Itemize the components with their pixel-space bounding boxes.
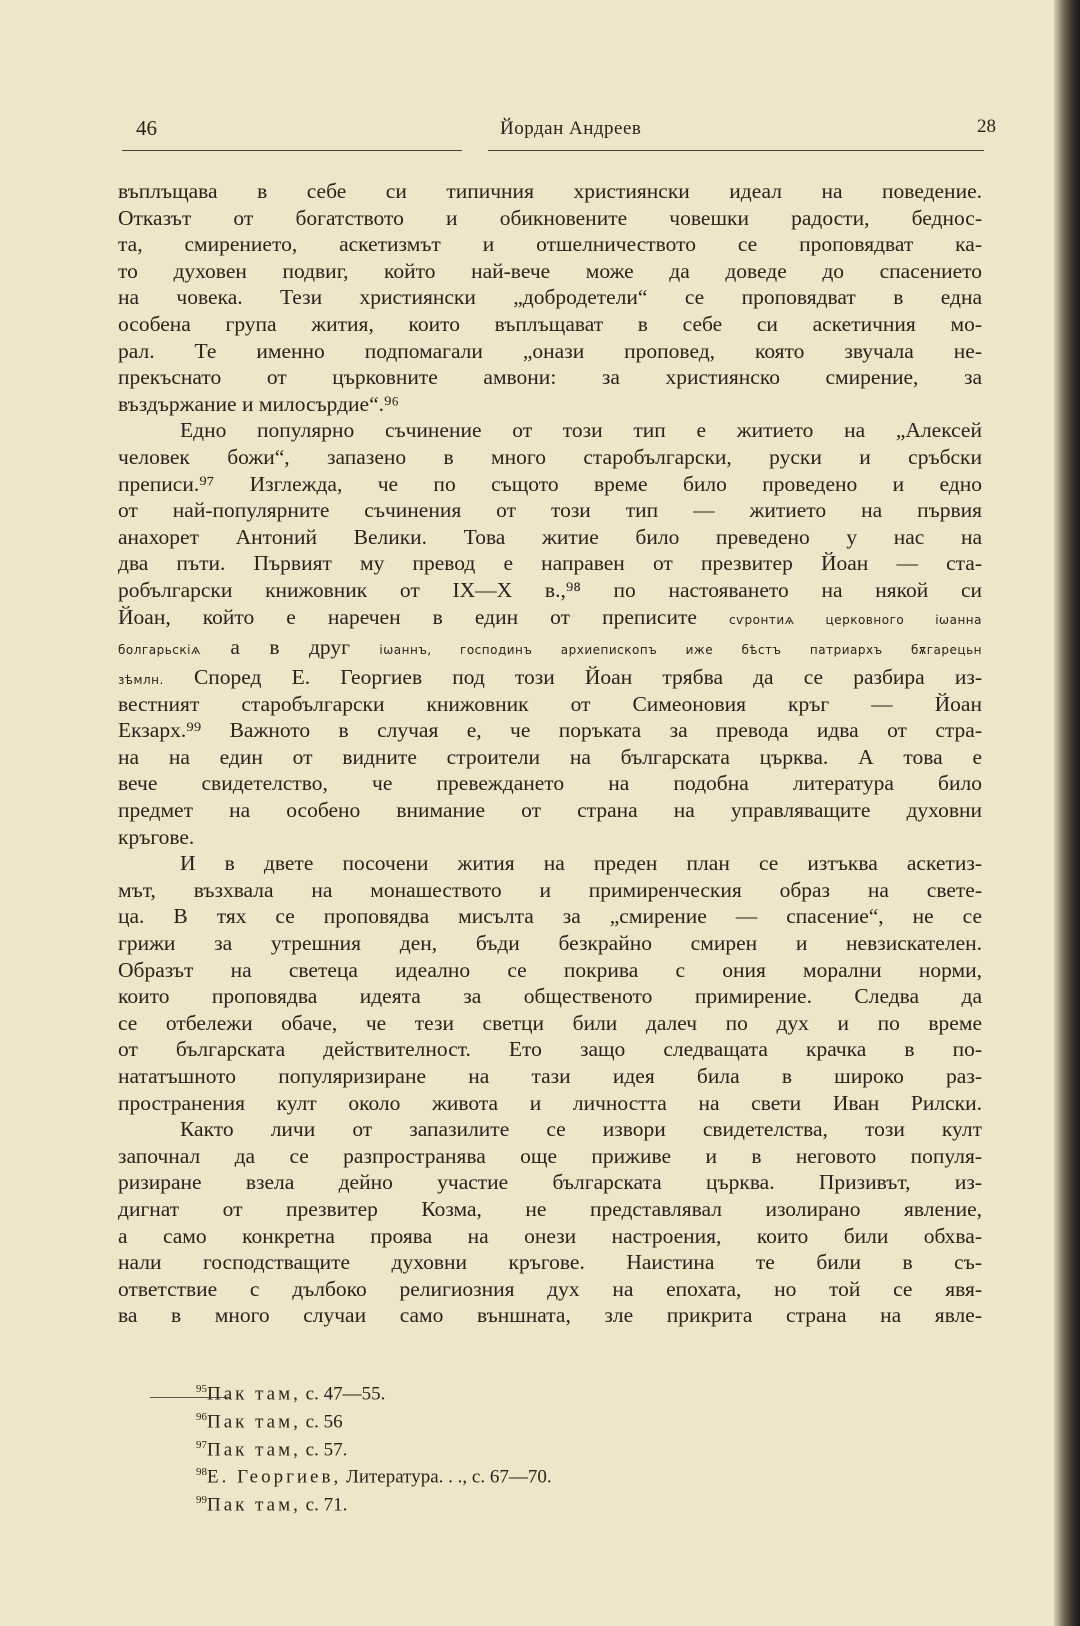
line-text: от българската действителност. Ето защо следващата крачка в по- — [118, 1037, 982, 1062]
text-line — [118, 630, 982, 664]
text-line — [118, 364, 982, 391]
line-text: грижи за утрешния ден, бъди безкрайно смирен и невзискателен. — [118, 931, 982, 956]
line-text: на на един от видните строители на българската църква. А това е — [118, 744, 982, 769]
page-header — [136, 116, 996, 144]
text-line — [118, 664, 982, 691]
text-line — [118, 178, 982, 205]
footnote-number: 95 — [196, 1383, 207, 1395]
text-line — [118, 1223, 982, 1250]
text-line — [118, 1143, 982, 1170]
text-line — [118, 1169, 982, 1196]
text-line — [118, 797, 982, 824]
footnote-text: с. 47—55. — [305, 1383, 386, 1405]
line-text: започнал да се разпространява още приживе и в неговото популя- — [118, 1143, 982, 1168]
line-text: человек божи“, запазено в много старобългарски, руски и сръбски — [118, 444, 982, 469]
text-line — [118, 231, 982, 258]
text-line — [118, 444, 982, 471]
line-text: въплъщава в себе си типичния християнски идеал на поведение. — [118, 179, 982, 203]
line-text: та, смирението, аскетизмът и отшелничеството се проповядват ка- — [118, 232, 982, 257]
line-text: вече свидетелство, че превеждането на подобна литература било — [118, 771, 982, 796]
line-text: които проповядва идеята за общественото примирение. Следва да — [118, 984, 982, 1009]
footnote-number: 99 — [196, 1494, 207, 1507]
text-line — [118, 1116, 982, 1143]
text-line — [118, 604, 982, 631]
text-line — [118, 577, 982, 604]
text-line — [118, 717, 982, 744]
line-text: анахорет Антоний Велики. Това житие било преведено у нас на — [118, 524, 982, 549]
footnote — [196, 1489, 552, 1517]
text-line — [118, 1196, 982, 1223]
footnote-number: 97 — [196, 1438, 207, 1451]
page-number: 46 — [136, 116, 157, 140]
text-line — [118, 205, 982, 232]
line-text: два пъти. Първият му превод е направен от презвитер Йоан — ста- — [118, 551, 982, 576]
footnote — [196, 1378, 552, 1406]
line-text: нататъшното популяризиране на тази идея била в широко раз- — [118, 1064, 982, 1088]
line-text: се отбележи обаче, че тези светци били далеч по дух и по време — [118, 1010, 982, 1035]
line-text: Йоан, който е наречен в един от преписите — [118, 604, 697, 629]
text-line — [118, 417, 982, 444]
line-text: ва в много случаи само външната, зле прикрита страна на явле- — [118, 1303, 982, 1328]
text-line — [118, 1090, 982, 1117]
footnotes — [196, 1378, 552, 1517]
footnote-number: 98 — [196, 1466, 207, 1479]
text-line — [118, 957, 982, 984]
line-text: Отказът от богатството и обикновените човешки радости, беднос- — [118, 205, 982, 230]
line-text: пространения култ около живота и личността на свети Иван Рилски. — [118, 1090, 982, 1115]
line-text: а само конкретна проява на онези настроения, които били обхва- — [118, 1223, 982, 1248]
footnote-text: с. 57. — [305, 1438, 348, 1460]
footnote — [196, 1434, 552, 1462]
line-text: Както личи от запазилите се извори свидетелства, този култ — [180, 1117, 982, 1142]
text-line — [118, 550, 982, 577]
old-slavonic-quote: сѵронтиѧ церковного іѡанна — [728, 612, 983, 627]
line-text: Според Е. Георгиев под този Йоан трябва да се разбира из- — [193, 665, 983, 690]
text-line — [118, 770, 982, 797]
footnote-ref: Пак там, — [207, 1438, 301, 1460]
line-text: Образът на светеца идеално се покрива с ония морални норми, — [118, 957, 982, 982]
text-line — [118, 983, 982, 1010]
line-text: дигнат от презвитер Козма, не представлявал изолирано явление, — [118, 1196, 982, 1221]
text-line — [118, 1249, 982, 1276]
old-slavonic-quote: іѡаннъ, господинъ архиепископъ иже бѣстъ патриархъ бѫгарецьн — [379, 643, 982, 658]
old-slavonic-quote: зѣмлн. — [118, 673, 164, 688]
line-text: И в двете посочени жития на преден план се изтъква аскетиз- — [180, 851, 982, 876]
text-line — [118, 338, 982, 365]
footnote — [196, 1406, 552, 1434]
footnote-text: с. 56 — [305, 1411, 343, 1433]
line-text: робългарски книжовник от IX—X в.,⁹⁸ по настояването на някой си — [118, 577, 982, 602]
text-line — [118, 877, 982, 904]
line-text: Едно популярно съчинение от този тип е житието на „Алексей — [180, 418, 982, 443]
text-line — [118, 824, 982, 851]
footnote-text: с. 71. — [305, 1494, 348, 1516]
text-line — [118, 1276, 982, 1303]
line-text: преписи.⁹⁷ Изглежда, че по същото време било проведено и едно — [118, 471, 982, 496]
line-text: то духовен подвиг, който най-вече може да доведе до спасението — [118, 258, 982, 283]
line-text: ца. В тях се проповядва мисълта за „смирение — спасение“, не се — [118, 904, 982, 929]
text-line — [118, 850, 982, 877]
footnote — [196, 1461, 552, 1489]
line-text: въздържание и милосърдие“.⁹⁶ — [118, 391, 400, 416]
footnote-ref: Пак там, — [207, 1494, 301, 1516]
old-slavonic-quote: болгарьскіѧ — [118, 643, 201, 658]
line-text: предмет на особено внимание от страна на управляващите духовни — [118, 798, 982, 823]
line-text: мът, възхвала на монашеството и примиренческия образ на свете- — [118, 877, 982, 902]
text-line — [118, 903, 982, 930]
text-line — [118, 497, 982, 524]
footnote-text: Литература. . ., с. 67—70. — [345, 1466, 552, 1488]
text-line — [118, 524, 982, 551]
text-line — [118, 1010, 982, 1037]
line-text: кръгове. — [118, 824, 195, 849]
footnote-number: 96 — [196, 1410, 207, 1423]
line-text: ответствие с дълбоко религиозния дух на епохата, но той се явя- — [118, 1276, 982, 1301]
line-text: на човека. Тези християнски „добродетели“ се проповядват в една — [118, 285, 982, 310]
footnote-ref: Пак там, — [207, 1411, 301, 1433]
book-spine-edge — [1054, 0, 1080, 1626]
text-line — [118, 1036, 982, 1063]
running-title: Йордан Андреев — [500, 118, 642, 139]
line-text: Екзарх.⁹⁹ Важното в случая е, че поръката за превода идва от стра- — [118, 718, 982, 743]
text-line — [118, 284, 982, 311]
line-text: ризиране взела дейно участие българската църква. Призивът, из- — [118, 1170, 982, 1195]
text-line — [118, 311, 982, 338]
line-text: вестният старобългарски книжовник от Симеоновия кръг — Йоан — [118, 691, 982, 716]
text-line — [118, 1302, 982, 1329]
body-text — [118, 178, 982, 1329]
text-line — [118, 258, 982, 285]
text-line — [118, 391, 982, 418]
text-line — [118, 471, 982, 498]
text-line — [118, 691, 982, 718]
line-text: а в друг — [230, 635, 350, 660]
line-text: от най-популярните съчинения от този тип — житието на първия — [118, 498, 982, 523]
footnote-ref: Е. Георгиев, — [207, 1466, 342, 1488]
header-rule-left — [122, 150, 462, 151]
header-rule-right — [488, 150, 984, 151]
line-text: прекъснато от църковните амвони: за християнско смирение, за — [118, 365, 982, 390]
footnote-ref: Пак там, — [207, 1383, 301, 1405]
line-text: рал. Те именно подпомагали „онази проповед, която звучала не- — [118, 338, 982, 363]
text-line — [118, 744, 982, 771]
text-line — [118, 930, 982, 957]
text-line — [118, 1063, 982, 1090]
line-text: нали господстващите духовни кръгове. Наистина те били в съ- — [118, 1250, 982, 1275]
line-text: особена група жития, които въплъщават в себе си аскетичния мо- — [118, 311, 982, 336]
chapter-mark: 28 — [977, 116, 996, 137]
